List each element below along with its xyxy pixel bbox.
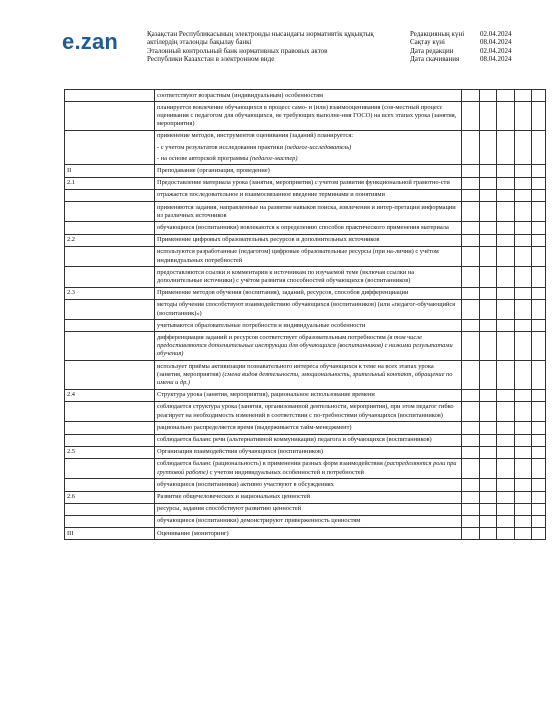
score-cell	[514, 389, 532, 401]
criterion-text-main: соблюдается структура урока (занятия, организованной деятельности, мероприятия), при этом педагог гибко реагирует на необходимость изменений в соответствии с по-требностями обучающихся (воспитанников)	[157, 403, 454, 419]
criterion-number	[65, 320, 155, 332]
score-cell	[462, 165, 480, 177]
criterion-text-main: Предоставление материала урока (занятия, мероприятия) с учетом развития функциональной грамотно-сти	[157, 179, 450, 187]
criterion-text	[155, 401, 462, 421]
score-cell	[479, 102, 497, 131]
criterion-text	[155, 446, 462, 458]
date-value: 02.04.2024	[480, 30, 512, 38]
score-cell	[514, 177, 532, 189]
criterion-text-main: Применение методов обучения (воспитания), заданий, ресурсов, способов дифференциации	[157, 289, 409, 297]
criterion-text	[155, 202, 462, 222]
score-cell	[462, 491, 480, 503]
criterion-number	[65, 102, 155, 131]
score-cell	[497, 515, 515, 527]
score-cell	[479, 189, 497, 201]
score-cell	[514, 434, 532, 446]
score-cell	[497, 287, 515, 299]
score-cell	[479, 389, 497, 401]
criterion-text	[155, 299, 462, 319]
criterion-text-main: Развитие общечеловеческих и национальных ценностей	[157, 493, 311, 501]
score-cell	[462, 389, 480, 401]
score-cell	[532, 491, 546, 503]
score-cell	[514, 361, 532, 390]
score-cell	[532, 422, 546, 434]
score-cell	[532, 479, 546, 491]
ezan-logo: e.zan	[62, 29, 119, 54]
score-cell	[532, 299, 546, 319]
score-cell	[479, 165, 497, 177]
table-row	[65, 458, 546, 478]
score-cell	[514, 130, 532, 165]
criterion-text-main: рационально распределяется время (выдерживается тайм-менеджмент)	[157, 423, 352, 431]
document-header	[0, 0, 557, 74]
score-cell	[462, 503, 480, 515]
table-row	[65, 332, 546, 361]
criterion-text	[155, 479, 462, 491]
score-cell	[497, 222, 515, 234]
score-cell	[462, 202, 480, 222]
score-cell	[479, 515, 497, 527]
score-cell	[462, 515, 480, 527]
bank-title-line: Эталонный контрольный банк нормативных правовых актов	[147, 46, 328, 55]
score-cell	[497, 401, 515, 421]
score-cell	[497, 165, 515, 177]
score-cell	[479, 177, 497, 189]
date-label: Сақтау күні	[410, 38, 445, 47]
score-cell	[497, 202, 515, 222]
score-cell	[532, 102, 546, 131]
criterion-text-main: использует приёмы активизации познавательного интереса обучающихся к теме на всех этапах урока (занятия, мероприятия)	[157, 362, 434, 378]
score-cell	[462, 320, 480, 332]
score-cell	[462, 102, 480, 131]
criterion-subitem	[157, 144, 459, 152]
score-cell	[514, 479, 532, 491]
criterion-subitem-role: (педагог-мастер)	[249, 154, 298, 162]
score-cell	[497, 130, 515, 165]
score-cell	[514, 401, 532, 421]
score-cell	[532, 458, 546, 478]
score-cell	[532, 189, 546, 201]
score-cell	[497, 332, 515, 361]
criterion-subitem-text: - с учетом результатов исследования практики	[157, 143, 285, 151]
criterion-text	[155, 234, 462, 246]
score-cell	[514, 287, 532, 299]
criterion-text-main: ресурсы, задания способствуют развитию ценностей	[157, 505, 301, 513]
score-cell	[462, 479, 480, 491]
criterion-text	[155, 177, 462, 189]
criterion-text-main: соблюдается баланс (рациональность) в применении разных форм взаимодействия	[157, 460, 385, 468]
criterion-text	[155, 332, 462, 361]
score-cell	[497, 503, 515, 515]
criterion-number	[65, 246, 155, 266]
score-cell	[497, 434, 515, 446]
criterion-text-main: дифференциация заданий и ресурсов соответствует образовательным потребностям	[157, 333, 388, 341]
score-cell	[462, 287, 480, 299]
score-cell	[479, 234, 497, 246]
score-cell	[497, 189, 515, 201]
score-cell	[514, 320, 532, 332]
score-cell	[532, 177, 546, 189]
date-value: 08.04.2024	[480, 38, 512, 47]
date-label: Дата редакции	[410, 46, 454, 55]
score-cell	[462, 434, 480, 446]
date-label: Редакцияның күні	[410, 30, 465, 38]
score-cell	[532, 165, 546, 177]
score-cell	[479, 361, 497, 390]
date-label: Дата скачивания	[410, 54, 460, 63]
score-cell	[497, 246, 515, 266]
score-cell	[479, 401, 497, 421]
score-cell	[479, 320, 497, 332]
criterion-text	[155, 165, 462, 177]
table-row	[65, 246, 546, 266]
score-cell	[532, 389, 546, 401]
table-row	[65, 165, 546, 177]
score-cell	[479, 202, 497, 222]
criterion-text	[155, 130, 462, 165]
score-cell	[514, 422, 532, 434]
criterion-number	[65, 503, 155, 515]
criterion-number: 2.3	[65, 287, 155, 299]
score-cell	[479, 130, 497, 165]
criterion-number	[65, 202, 155, 222]
score-cell	[532, 90, 546, 102]
score-cell	[462, 246, 480, 266]
criterion-text-main: применение методов, инструментов оценивания (заданий) планируется:	[157, 132, 354, 140]
score-cell	[532, 130, 546, 165]
score-cell	[497, 446, 515, 458]
table-row	[65, 202, 546, 222]
criterion-text	[155, 422, 462, 434]
criterion-number: II	[65, 165, 155, 177]
criterion-text	[155, 515, 462, 527]
score-cell	[514, 222, 532, 234]
score-cell	[462, 267, 480, 287]
score-cell	[514, 515, 532, 527]
criterion-number	[65, 401, 155, 421]
criterion-subitem	[157, 155, 459, 163]
table-row	[65, 90, 546, 102]
criterion-text	[155, 102, 462, 131]
score-cell	[497, 389, 515, 401]
score-cell	[532, 320, 546, 332]
table-row	[65, 287, 546, 299]
criterion-number: 2.2	[65, 234, 155, 246]
score-cell	[479, 287, 497, 299]
criterion-number	[65, 361, 155, 390]
criterion-number: 2.4	[65, 389, 155, 401]
criterion-text	[155, 90, 462, 102]
criterion-number: 2.6	[65, 491, 155, 503]
criterion-text	[155, 320, 462, 332]
score-cell	[532, 515, 546, 527]
table-row	[65, 491, 546, 503]
criterion-number	[65, 422, 155, 434]
score-cell	[532, 434, 546, 446]
score-cell	[497, 299, 515, 319]
table-row	[65, 177, 546, 189]
criterion-text	[155, 434, 462, 446]
score-cell	[514, 299, 532, 319]
table-row	[65, 234, 546, 246]
score-cell	[479, 422, 497, 434]
score-cell	[514, 234, 532, 246]
criterion-text	[155, 287, 462, 299]
criterion-text-main: учитываются образовательные потребности и индивидуальные особенности	[157, 321, 366, 329]
score-cell	[514, 491, 532, 503]
score-cell	[497, 234, 515, 246]
bank-title-line: Республики Казахстан в электронном виде	[147, 54, 275, 63]
score-cell	[497, 422, 515, 434]
score-cell	[532, 234, 546, 246]
score-cell	[514, 503, 532, 515]
criterion-text-main: предоставляются ссылки и комментарии к источникам по изучаемой теме (включая ссылки на дополнительные источники) с учётом развития способностей обучающихся (воспитанников)	[157, 268, 415, 284]
score-cell	[497, 479, 515, 491]
score-cell	[479, 528, 497, 540]
criterion-text	[155, 222, 462, 234]
criterion-number: III	[65, 528, 155, 540]
criterion-number	[65, 90, 155, 102]
score-cell	[497, 177, 515, 189]
score-cell	[462, 130, 480, 165]
criterion-subitem-role: (педагог-исследователь)	[284, 143, 352, 151]
score-cell	[462, 90, 480, 102]
score-cell	[497, 90, 515, 102]
score-cell	[462, 446, 480, 458]
score-cell	[514, 458, 532, 478]
score-cell	[497, 528, 515, 540]
score-cell	[462, 189, 480, 201]
criterion-text	[155, 246, 462, 266]
score-cell	[479, 222, 497, 234]
evaluation-criteria-table	[64, 89, 546, 540]
score-cell	[514, 202, 532, 222]
score-cell	[479, 491, 497, 503]
score-cell	[497, 458, 515, 478]
score-cell	[479, 246, 497, 266]
table-row	[65, 267, 546, 287]
criterion-text-main: Структура урока (занятия, мероприятия), рациональное использование времени	[157, 391, 375, 399]
criterion-number	[65, 458, 155, 478]
score-cell	[462, 177, 480, 189]
table-row	[65, 401, 546, 421]
score-cell	[514, 189, 532, 201]
criterion-text-main: планируется вовлечение обучающихся в процесс само- и (или) взаимооценивания (сов-местный процесс оценивания с педагогом для обучающихся, не требующих выполне-ния ГОСО) на всех этапах урока (занятия, мероприятия)	[157, 103, 457, 128]
score-cell	[479, 458, 497, 478]
score-cell	[462, 401, 480, 421]
criterion-text-main: Преподавание (организация, проведение)	[157, 166, 270, 174]
criterion-number	[65, 267, 155, 287]
criterion-number	[65, 189, 155, 201]
criterion-text-main: Организация взаимодействия обучающихся (воспитанников)	[157, 448, 323, 456]
table-row	[65, 361, 546, 390]
criterion-number	[65, 479, 155, 491]
score-cell	[479, 434, 497, 446]
score-cell	[479, 446, 497, 458]
score-cell	[532, 202, 546, 222]
criterion-number	[65, 299, 155, 319]
score-cell	[497, 361, 515, 390]
criterion-text-main: отражается последовательное и взаимосвязанное введение терминами и понятиями	[157, 191, 385, 199]
criterion-text	[155, 189, 462, 201]
table-row	[65, 130, 546, 165]
score-cell	[532, 332, 546, 361]
score-cell	[514, 90, 532, 102]
criterion-text-main: применяются задания, направленные на развитие навыков поиска, извлечения и интер-претации информации из различных источников	[157, 203, 456, 219]
edition-dates	[410, 30, 520, 63]
criterion-number: 2.5	[65, 446, 155, 458]
criterion-number	[65, 222, 155, 234]
score-cell	[514, 528, 532, 540]
score-cell	[479, 267, 497, 287]
score-cell	[497, 320, 515, 332]
score-cell	[462, 332, 480, 361]
score-cell	[479, 332, 497, 361]
criterion-text-italic: (смена видов деятельности, эмоциональность, зрительный контакт, обращение по имени и др.)	[157, 370, 453, 386]
table-row	[65, 446, 546, 458]
criterion-subitem-text: - на основе авторской программы	[157, 154, 250, 162]
score-cell	[532, 361, 546, 390]
criterion-text-italic: (в том числе предоставляются дополнительные инструкции для обучающихся (воспитанников) с низкими результатами обучения)	[157, 333, 453, 358]
criterion-number: 2.1	[65, 177, 155, 189]
criterion-text-main: обучающиеся (воспитанники) вовлекаются к определению способов практического применения материала	[157, 223, 449, 231]
score-cell	[479, 299, 497, 319]
date-value: 08.04.2024	[480, 54, 512, 63]
criterion-text-main: обучающиеся (воспитанники) активно участвуют в обсуждениях	[157, 480, 334, 488]
score-cell	[462, 299, 480, 319]
bank-title-line: Қазақстан Республикасының электронды нысандағы нормативтік құқықтық	[147, 30, 374, 38]
score-cell	[462, 234, 480, 246]
criterion-number	[65, 130, 155, 165]
table-row	[65, 528, 546, 540]
criterion-text-italic: (распределяются роли при групповой работе)	[157, 460, 457, 476]
table-row	[65, 422, 546, 434]
score-cell	[514, 446, 532, 458]
criterion-text-main: обучающиеся (воспитанники) демонстрируют приверженность ценностям	[157, 517, 361, 525]
table-row	[65, 320, 546, 332]
score-cell	[462, 222, 480, 234]
score-cell	[532, 246, 546, 266]
score-cell	[532, 446, 546, 458]
score-cell	[514, 246, 532, 266]
criterion-number	[65, 332, 155, 361]
table-row	[65, 434, 546, 446]
score-cell	[497, 102, 515, 131]
score-cell	[497, 491, 515, 503]
criterion-text-main: методы обучения способствуют взаимодействию обучающихся (воспитанников) (или «педагог-обучающийся (воспитанник)»)	[157, 301, 456, 317]
score-cell	[462, 361, 480, 390]
score-cell	[514, 165, 532, 177]
table-row	[65, 515, 546, 527]
criterion-text-main: соблюдается баланс речи (альтернативной коммуникации) педагога и обучающихся (воспитанников)	[157, 436, 432, 443]
score-cell	[532, 287, 546, 299]
score-cell	[462, 458, 480, 478]
criterion-text	[155, 491, 462, 503]
criterion-text-tail: с учетом индивидуальных особенностей и потребностей	[208, 468, 364, 476]
table-row	[65, 299, 546, 319]
criterion-text	[155, 267, 462, 287]
criterion-text	[155, 389, 462, 401]
table-row	[65, 189, 546, 201]
score-cell	[479, 479, 497, 491]
table-row	[65, 503, 546, 515]
table-row	[65, 479, 546, 491]
criterion-text	[155, 503, 462, 515]
table-row	[65, 102, 546, 131]
score-cell	[462, 422, 480, 434]
criterion-text-main: Оценивание (мониторинг)	[157, 529, 229, 537]
criterion-number	[65, 515, 155, 527]
table-row	[65, 389, 546, 401]
score-cell	[462, 528, 480, 540]
criterion-text	[155, 361, 462, 390]
criterion-text-main: соответствуют возрастным (индивидуальным) особенностям	[157, 91, 324, 99]
score-cell	[532, 528, 546, 540]
score-cell	[532, 267, 546, 287]
score-cell	[514, 267, 532, 287]
criterion-text-main: Применение цифровых образовательных ресурсов и дополнительных источников	[157, 236, 380, 244]
criterion-text	[155, 528, 462, 540]
criterion-text	[155, 458, 462, 478]
criterion-number	[65, 434, 155, 446]
score-cell	[514, 332, 532, 361]
bank-title	[147, 30, 374, 63]
date-value: 02.04.2024	[480, 46, 512, 55]
bank-title-line: актілердің эталонды бақылау банкі	[147, 38, 252, 47]
score-cell	[497, 267, 515, 287]
score-cell	[532, 503, 546, 515]
score-cell	[479, 90, 497, 102]
table-row	[65, 222, 546, 234]
score-cell	[532, 401, 546, 421]
score-cell	[479, 503, 497, 515]
score-cell	[532, 222, 546, 234]
criterion-text-main: используются разработанные (педагогом) цифровые образовательные ресурсы (при на-личии) с учётом индивидуальных потребностей	[157, 248, 439, 264]
score-cell	[514, 102, 532, 131]
